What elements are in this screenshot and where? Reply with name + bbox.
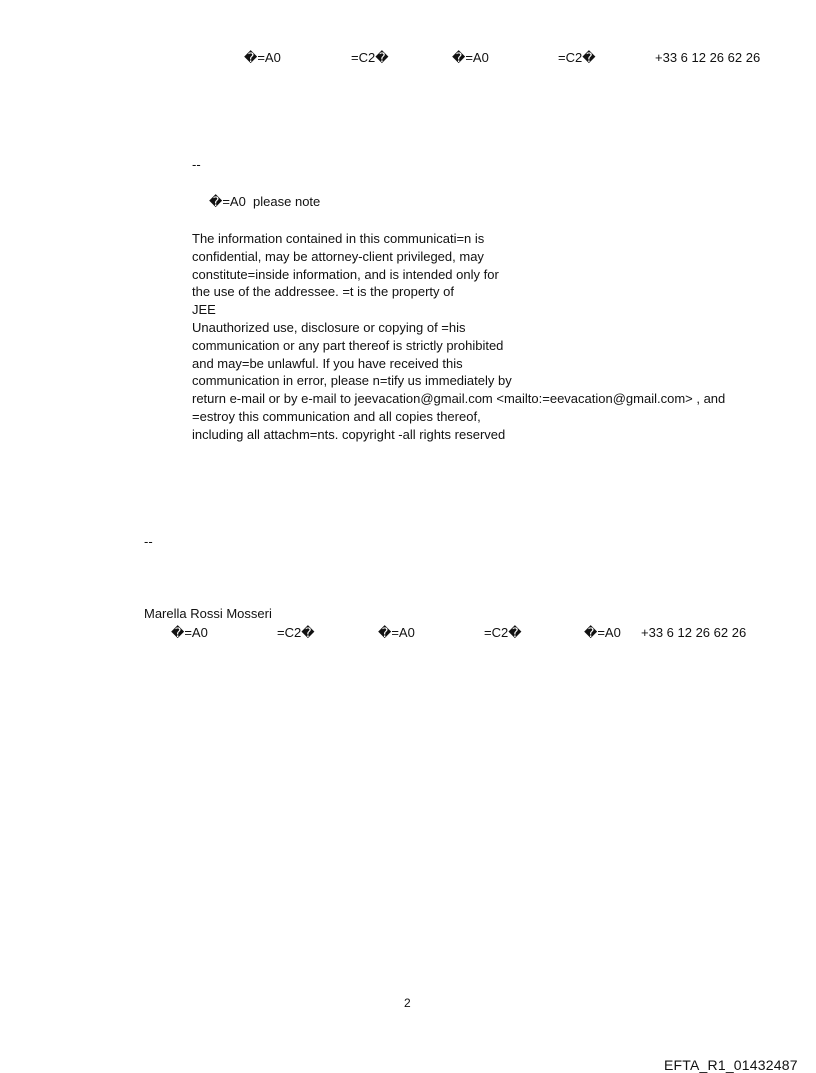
disclaimer-line: and may=be unlawful. If you have received this: [192, 355, 463, 371]
bottom-row-item-5: �=A0: [584, 625, 621, 640]
top-row-item-4: =C2�: [558, 50, 596, 65]
disclaimer-line-email: return e-mail or by e-mail to jeevacation@gmail.com <mailto:=eevacation@gmail.com> , and: [192, 391, 726, 407]
disclaimer-line: constitute=inside information, and is intended only for: [192, 266, 499, 282]
top-row-item-1: �=A0: [244, 50, 281, 65]
separator-top: --: [192, 157, 201, 172]
disclaimer-line: the use of the addressee. =t is the property of: [192, 284, 454, 300]
page-number: 2: [404, 996, 411, 1010]
top-row-item-3: �=A0: [452, 50, 489, 65]
top-row-item-2: =C2�: [351, 50, 389, 65]
bottom-row-phone: +33 6 12 26 62 26: [641, 625, 747, 640]
disclaimer-line: The information contained in this communicati=n is: [192, 231, 485, 246]
document-id: EFTA_R1_01432487: [664, 1057, 798, 1073]
disclaimer-line: confidential, may be attorney-client privileged, may: [192, 248, 484, 264]
disclaimer-line: Unauthorized use, disclosure or copying of =his: [192, 319, 466, 335]
bottom-row-item-4: =C2�: [484, 625, 522, 640]
signature-name: Marella Rossi Mosseri: [144, 606, 272, 621]
disclaimer-paragraph: [192, 230, 725, 444]
disclaimer-line: communication or any part thereof is strictly prohibited: [192, 337, 504, 353]
disclaimer-line: JEE: [192, 302, 216, 318]
bottom-row-item-2: =C2�: [277, 625, 315, 640]
disclaimer-line: communication in error, please n=tify us immediately by: [192, 373, 512, 389]
bottom-row-item-3: �=A0: [378, 625, 415, 640]
disclaimer-line: including all attachm=nts. copyright -all rights reserved: [192, 426, 506, 442]
separator-bottom: --: [144, 534, 153, 549]
note-heading: �=A0 please note: [209, 194, 321, 209]
bottom-row-item-1: �=A0: [171, 625, 208, 640]
disclaimer-line: =estroy this communication and all copies thereof,: [192, 408, 481, 424]
top-row-phone: +33 6 12 26 62 26: [655, 50, 761, 65]
